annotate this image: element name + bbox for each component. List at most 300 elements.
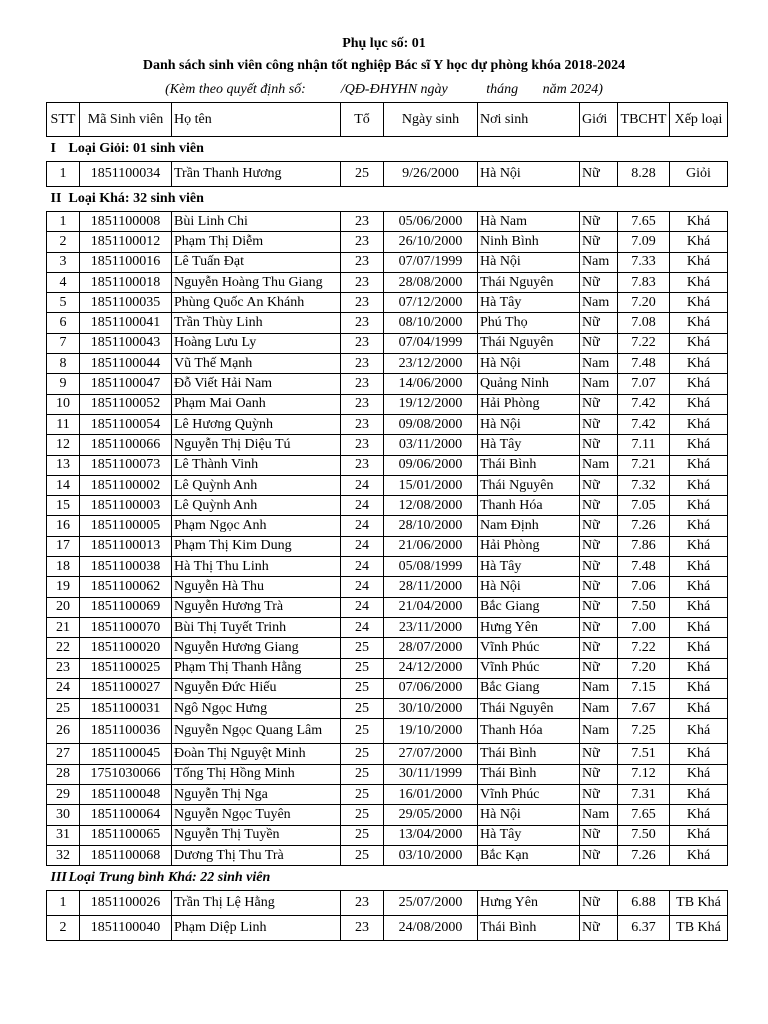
cell-full-name: Tống Thị Hồng Minh <box>172 764 341 784</box>
cell-gpa: 7.15 <box>618 678 670 698</box>
table-row <box>47 744 728 764</box>
cell-classification: Khá <box>670 577 728 597</box>
cell-student-id: 1851100020 <box>80 638 172 658</box>
cell-student-id: 1851100047 <box>80 374 172 394</box>
section-number: III <box>50 870 67 886</box>
cell-stt: 27 <box>47 744 80 764</box>
cell-gpa: 7.67 <box>618 699 670 719</box>
cell-classification: Khá <box>670 617 728 637</box>
cell-stt: 7 <box>47 333 80 353</box>
table-row <box>47 293 728 313</box>
cell-stt: 19 <box>47 577 80 597</box>
cell-classification: Khá <box>670 475 728 495</box>
cell-stt: 32 <box>47 845 80 865</box>
table-row <box>47 825 728 845</box>
section-header <box>47 187 728 212</box>
table-row <box>47 638 728 658</box>
cell-gpa: 7.25 <box>618 719 670 744</box>
cell-stt: 21 <box>47 617 80 637</box>
cell-group: 25 <box>341 805 384 825</box>
cell-group: 23 <box>341 414 384 434</box>
table-row <box>47 313 728 333</box>
table-row <box>47 785 728 805</box>
cell-stt: 6 <box>47 313 80 333</box>
cell-stt: 29 <box>47 785 80 805</box>
cell-full-name: Ngô Ngọc Hưng <box>172 699 341 719</box>
decision-reference-part: tháng <box>486 82 519 97</box>
cell-gender: Nam <box>580 252 618 272</box>
cell-birthplace: Hà Nội <box>478 162 580 187</box>
table-row <box>47 394 728 414</box>
cell-gender: Nữ <box>580 212 618 232</box>
cell-classification: Khá <box>670 354 728 374</box>
cell-stt: 10 <box>47 394 80 414</box>
cell-full-name: Nguyễn Thị Diệu Tú <box>172 435 341 455</box>
cell-birth-date: 29/05/2000 <box>384 805 478 825</box>
cell-gpa: 7.07 <box>618 374 670 394</box>
cell-gpa: 7.33 <box>618 252 670 272</box>
cell-stt: 17 <box>47 536 80 556</box>
cell-birth-date: 25/07/2000 <box>384 891 478 916</box>
cell-stt: 1 <box>47 212 80 232</box>
cell-full-name: Nguyễn Hà Thu <box>172 577 341 597</box>
cell-classification: Khá <box>670 744 728 764</box>
cell-full-name: Phạm Mai Oanh <box>172 394 341 414</box>
cell-full-name: Nguyễn Ngọc Tuyên <box>172 805 341 825</box>
cell-gpa: 7.22 <box>618 333 670 353</box>
cell-birthplace: Hà Nội <box>478 805 580 825</box>
cell-gender: Nữ <box>580 785 618 805</box>
cell-classification: Khá <box>670 597 728 617</box>
cell-gpa: 7.26 <box>618 845 670 865</box>
cell-birth-date: 21/04/2000 <box>384 597 478 617</box>
cell-stt: 4 <box>47 272 80 292</box>
cell-full-name: Bùi Thị Tuyết Trinh <box>172 617 341 637</box>
cell-gender: Nữ <box>580 333 618 353</box>
cell-birth-date: 07/12/2000 <box>384 293 478 313</box>
cell-birth-date: 12/08/2000 <box>384 496 478 516</box>
cell-gpa: 7.65 <box>618 805 670 825</box>
cell-classification: Khá <box>670 825 728 845</box>
cell-classification: Khá <box>670 805 728 825</box>
cell-birthplace: Thái Nguyên <box>478 333 580 353</box>
section-header-row <box>47 187 728 212</box>
table-row <box>47 536 728 556</box>
decision-reference-part: /QĐ-ĐHYHN ngày <box>340 82 448 97</box>
cell-classification: Khá <box>670 699 728 719</box>
cell-group: 23 <box>341 272 384 292</box>
cell-group: 24 <box>341 516 384 536</box>
cell-birth-date: 28/08/2000 <box>384 272 478 292</box>
table-row <box>47 617 728 637</box>
table-row <box>47 764 728 784</box>
table-row <box>47 577 728 597</box>
cell-gender: Nữ <box>580 414 618 434</box>
cell-stt: 8 <box>47 354 80 374</box>
col-header-group: Tổ <box>341 103 384 137</box>
cell-full-name: Phạm Thị Kim Dung <box>172 536 341 556</box>
table-row <box>47 435 728 455</box>
cell-gpa: 7.26 <box>618 516 670 536</box>
cell-gender: Nữ <box>580 394 618 414</box>
cell-group: 25 <box>341 719 384 744</box>
cell-student-id: 1851100052 <box>80 394 172 414</box>
section-header-row <box>47 866 728 891</box>
cell-birthplace: Hải Phòng <box>478 536 580 556</box>
cell-birth-date: 27/07/2000 <box>384 744 478 764</box>
cell-student-id: 1851100065 <box>80 825 172 845</box>
cell-stt: 23 <box>47 658 80 678</box>
cell-birth-date: 09/08/2000 <box>384 414 478 434</box>
cell-stt: 22 <box>47 638 80 658</box>
section-label: Loại Giỏi: 01 sinh viên <box>68 141 204 156</box>
cell-group: 25 <box>341 845 384 865</box>
cell-stt: 16 <box>47 516 80 536</box>
cell-birthplace: Thái Bình <box>478 455 580 475</box>
cell-gpa: 7.86 <box>618 536 670 556</box>
cell-group: 23 <box>341 293 384 313</box>
cell-gender: Nữ <box>580 638 618 658</box>
cell-gender: Nữ <box>580 313 618 333</box>
cell-stt: 12 <box>47 435 80 455</box>
cell-birthplace: Hà Tây <box>478 557 580 577</box>
section-number: II <box>50 191 62 206</box>
section-header <box>47 866 728 891</box>
cell-classification: Giỏi <box>670 162 728 187</box>
cell-gpa: 7.12 <box>618 764 670 784</box>
cell-student-id: 1851100045 <box>80 744 172 764</box>
cell-student-id: 1851100043 <box>80 333 172 353</box>
cell-birth-date: 30/10/2000 <box>384 699 478 719</box>
cell-classification: Khá <box>670 232 728 252</box>
cell-birth-date: 07/07/1999 <box>384 252 478 272</box>
cell-classification: Khá <box>670 333 728 353</box>
cell-full-name: Hà Thị Thu Linh <box>172 557 341 577</box>
cell-classification: Khá <box>670 719 728 744</box>
cell-stt: 24 <box>47 678 80 698</box>
table-row <box>47 516 728 536</box>
cell-stt: 28 <box>47 764 80 784</box>
table-row <box>47 678 728 698</box>
cell-gender: Nữ <box>580 617 618 637</box>
table-header-row <box>47 103 728 137</box>
cell-stt: 1 <box>47 891 80 916</box>
cell-student-id: 1851100027 <box>80 678 172 698</box>
section-header <box>47 137 728 162</box>
table-row <box>47 414 728 434</box>
cell-gpa: 7.20 <box>618 293 670 313</box>
cell-birthplace: Vĩnh Phúc <box>478 658 580 678</box>
cell-student-id: 1851100068 <box>80 845 172 865</box>
cell-birth-date: 24/12/2000 <box>384 658 478 678</box>
table-row <box>47 162 728 187</box>
cell-full-name: Đoàn Thị Nguyệt Minh <box>172 744 341 764</box>
cell-full-name: Nguyễn Ngọc Quang Lâm <box>172 719 341 744</box>
document-title: Danh sách sinh viên công nhận tốt nghiệp Bác sĩ Y học dự phòng khóa 2018-2024 <box>142 58 626 73</box>
cell-gender: Nam <box>580 699 618 719</box>
cell-group: 24 <box>341 475 384 495</box>
cell-gpa: 7.50 <box>618 825 670 845</box>
cell-birthplace: Hà Tây <box>478 435 580 455</box>
cell-group: 23 <box>341 455 384 475</box>
col-header-gender: Giới <box>580 103 618 137</box>
cell-group: 24 <box>341 557 384 577</box>
col-header-full-name: Họ tên <box>172 103 341 137</box>
cell-gender: Nam <box>580 678 618 698</box>
cell-gender: Nữ <box>580 916 618 941</box>
cell-group: 23 <box>341 435 384 455</box>
table-row <box>47 916 728 941</box>
cell-group: 25 <box>341 658 384 678</box>
cell-gpa: 7.00 <box>618 617 670 637</box>
cell-gpa: 7.51 <box>618 744 670 764</box>
cell-group: 25 <box>341 744 384 764</box>
cell-gender: Nữ <box>580 557 618 577</box>
cell-birthplace: Hà Nội <box>478 577 580 597</box>
table-row <box>47 333 728 353</box>
cell-birthplace: Hà Nam <box>478 212 580 232</box>
cell-full-name: Nguyễn Thị Tuyền <box>172 825 341 845</box>
cell-gender: Nữ <box>580 232 618 252</box>
cell-birth-date: 16/01/2000 <box>384 785 478 805</box>
cell-birth-date: 28/07/2000 <box>384 638 478 658</box>
cell-student-id: 1851100038 <box>80 557 172 577</box>
cell-stt: 13 <box>47 455 80 475</box>
cell-classification: TB Khá <box>670 916 728 941</box>
cell-birth-date: 24/08/2000 <box>384 916 478 941</box>
cell-stt: 5 <box>47 293 80 313</box>
table-row <box>47 475 728 495</box>
table-row <box>47 232 728 252</box>
cell-stt: 26 <box>47 719 80 744</box>
cell-group: 24 <box>341 617 384 637</box>
cell-student-id: 1851100066 <box>80 435 172 455</box>
cell-birth-date: 05/06/2000 <box>384 212 478 232</box>
cell-classification: Khá <box>670 638 728 658</box>
cell-birthplace: Ninh Bình <box>478 232 580 252</box>
table-row <box>47 374 728 394</box>
cell-gender: Nữ <box>580 435 618 455</box>
section-header-row <box>47 137 728 162</box>
cell-student-id: 1851100008 <box>80 212 172 232</box>
cell-gpa: 7.32 <box>618 475 670 495</box>
cell-group: 25 <box>341 678 384 698</box>
cell-birthplace: Nam Định <box>478 516 580 536</box>
cell-birth-date: 08/10/2000 <box>384 313 478 333</box>
cell-full-name: Phạm Thị Thanh Hằng <box>172 658 341 678</box>
section-label: Loại Trung bình Khá: 22 sinh viên <box>68 870 271 886</box>
cell-birthplace: Bắc Giang <box>478 597 580 617</box>
cell-group: 25 <box>341 638 384 658</box>
cell-group: 23 <box>341 313 384 333</box>
cell-full-name: Lê Thành Vinh <box>172 455 341 475</box>
cell-group: 23 <box>341 252 384 272</box>
cell-gender: Nam <box>580 354 618 374</box>
cell-birth-date: 21/06/2000 <box>384 536 478 556</box>
cell-birth-date: 30/11/1999 <box>384 764 478 784</box>
cell-student-id: 1851100016 <box>80 252 172 272</box>
decision-reference-part: năm 2024) <box>542 82 603 97</box>
section-number: I <box>50 141 56 156</box>
cell-group: 24 <box>341 577 384 597</box>
cell-birth-date: 19/10/2000 <box>384 719 478 744</box>
cell-gender: Nam <box>580 455 618 475</box>
cell-gender: Nữ <box>580 597 618 617</box>
cell-student-id: 1851100003 <box>80 496 172 516</box>
cell-stt: 3 <box>47 252 80 272</box>
table-row <box>47 805 728 825</box>
cell-group: 23 <box>341 916 384 941</box>
cell-group: 24 <box>341 496 384 516</box>
cell-birth-date: 03/11/2000 <box>384 435 478 455</box>
cell-classification: Khá <box>670 293 728 313</box>
cell-stt: 1 <box>47 162 80 187</box>
cell-group: 23 <box>341 394 384 414</box>
cell-student-id: 1851100031 <box>80 699 172 719</box>
cell-gender: Nữ <box>580 475 618 495</box>
decision-reference <box>0 82 768 98</box>
cell-classification: Khá <box>670 658 728 678</box>
cell-full-name: Phạm Ngọc Anh <box>172 516 341 536</box>
cell-group: 23 <box>341 232 384 252</box>
cell-full-name: Lê Quỳnh Anh <box>172 496 341 516</box>
table-row <box>47 354 728 374</box>
decision-reference-part: (Kèm theo quyết định số: <box>165 82 306 97</box>
cell-full-name: Vũ Thế Mạnh <box>172 354 341 374</box>
cell-full-name: Nguyễn Thị Nga <box>172 785 341 805</box>
cell-birthplace: Thanh Hóa <box>478 496 580 516</box>
cell-classification: Khá <box>670 516 728 536</box>
col-header-student-id: Mã Sinh viên <box>80 103 172 137</box>
cell-classification: Khá <box>670 557 728 577</box>
cell-group: 23 <box>341 374 384 394</box>
cell-student-id: 1851100034 <box>80 162 172 187</box>
cell-gpa: 7.31 <box>618 785 670 805</box>
cell-gpa: 7.05 <box>618 496 670 516</box>
cell-student-id: 1851100044 <box>80 354 172 374</box>
cell-student-id: 1851100048 <box>80 785 172 805</box>
table-row <box>47 496 728 516</box>
cell-gender: Nam <box>580 293 618 313</box>
cell-full-name: Trần Thị Lệ Hằng <box>172 891 341 916</box>
cell-gpa: 7.42 <box>618 414 670 434</box>
table-row <box>47 658 728 678</box>
student-table <box>46 102 728 941</box>
cell-birthplace: Hải Phòng <box>478 394 580 414</box>
cell-stt: 30 <box>47 805 80 825</box>
cell-gender: Nữ <box>580 577 618 597</box>
cell-gender: Nam <box>580 805 618 825</box>
cell-group: 23 <box>341 333 384 353</box>
cell-birthplace: Thái Bình <box>478 744 580 764</box>
cell-gender: Nữ <box>580 496 618 516</box>
cell-birthplace: Quảng Ninh <box>478 374 580 394</box>
cell-gpa: 7.22 <box>618 638 670 658</box>
cell-gender: Nữ <box>580 658 618 678</box>
cell-gender: Nữ <box>580 825 618 845</box>
cell-birthplace: Thanh Hóa <box>478 719 580 744</box>
cell-classification: TB Khá <box>670 891 728 916</box>
cell-student-id: 1851100040 <box>80 916 172 941</box>
cell-classification: Khá <box>670 394 728 414</box>
col-header-stt: STT <box>47 103 80 137</box>
cell-gpa: 7.11 <box>618 435 670 455</box>
cell-birth-date: 05/08/1999 <box>384 557 478 577</box>
cell-gender: Nữ <box>580 891 618 916</box>
cell-gender: Nữ <box>580 744 618 764</box>
cell-stt: 11 <box>47 414 80 434</box>
cell-classification: Khá <box>670 272 728 292</box>
cell-gpa: 7.08 <box>618 313 670 333</box>
cell-classification: Khá <box>670 496 728 516</box>
cell-full-name: Hoàng Lưu Ly <box>172 333 341 353</box>
cell-student-id: 1851100062 <box>80 577 172 597</box>
cell-classification: Khá <box>670 374 728 394</box>
cell-gender: Nữ <box>580 516 618 536</box>
cell-gender: Nữ <box>580 536 618 556</box>
cell-gpa: 7.83 <box>618 272 670 292</box>
cell-birth-date: 09/06/2000 <box>384 455 478 475</box>
cell-group: 25 <box>341 764 384 784</box>
cell-full-name: Phạm Diệp Linh <box>172 916 341 941</box>
cell-group: 25 <box>341 162 384 187</box>
cell-gpa: 7.50 <box>618 597 670 617</box>
cell-stt: 14 <box>47 475 80 495</box>
cell-full-name: Lê Hương Quỳnh <box>172 414 341 434</box>
cell-student-id: 1851100012 <box>80 232 172 252</box>
cell-stt: 9 <box>47 374 80 394</box>
cell-gender: Nữ <box>580 162 618 187</box>
cell-classification: Khá <box>670 678 728 698</box>
cell-birth-date: 23/11/2000 <box>384 617 478 637</box>
cell-classification: Khá <box>670 252 728 272</box>
cell-full-name: Dương Thị Thu Trà <box>172 845 341 865</box>
cell-student-id: 1851100069 <box>80 597 172 617</box>
cell-student-id: 1851100073 <box>80 455 172 475</box>
cell-birth-date: 07/04/1999 <box>384 333 478 353</box>
cell-full-name: Lê Tuấn Đạt <box>172 252 341 272</box>
cell-stt: 15 <box>47 496 80 516</box>
cell-student-id: 1851100064 <box>80 805 172 825</box>
table-row <box>47 212 728 232</box>
cell-group: 24 <box>341 536 384 556</box>
cell-group: 24 <box>341 597 384 617</box>
cell-classification: Khá <box>670 435 728 455</box>
cell-student-id: 1851100054 <box>80 414 172 434</box>
cell-gpa: 7.21 <box>618 455 670 475</box>
col-header-classification: Xếp loại <box>670 103 728 137</box>
cell-birthplace: Phú Thọ <box>478 313 580 333</box>
col-header-birth-date: Ngày sinh <box>384 103 478 137</box>
cell-full-name: Trần Thanh Hương <box>172 162 341 187</box>
cell-stt: 25 <box>47 699 80 719</box>
cell-full-name: Phùng Quốc An Khánh <box>172 293 341 313</box>
cell-birthplace: Hà Nội <box>478 414 580 434</box>
cell-birth-date: 14/06/2000 <box>384 374 478 394</box>
cell-birth-date: 15/01/2000 <box>384 475 478 495</box>
col-header-birthplace: Nơi sinh <box>478 103 580 137</box>
cell-gpa: 7.09 <box>618 232 670 252</box>
cell-gpa: 7.20 <box>618 658 670 678</box>
cell-gpa: 7.65 <box>618 212 670 232</box>
cell-birthplace: Thái Bình <box>478 764 580 784</box>
cell-birth-date: 07/06/2000 <box>384 678 478 698</box>
cell-birth-date: 19/12/2000 <box>384 394 478 414</box>
table-row <box>47 557 728 577</box>
cell-full-name: Phạm Thị Diễm <box>172 232 341 252</box>
cell-gpa: 7.06 <box>618 577 670 597</box>
section-label: Loại Khá: 32 sinh viên <box>68 191 204 206</box>
